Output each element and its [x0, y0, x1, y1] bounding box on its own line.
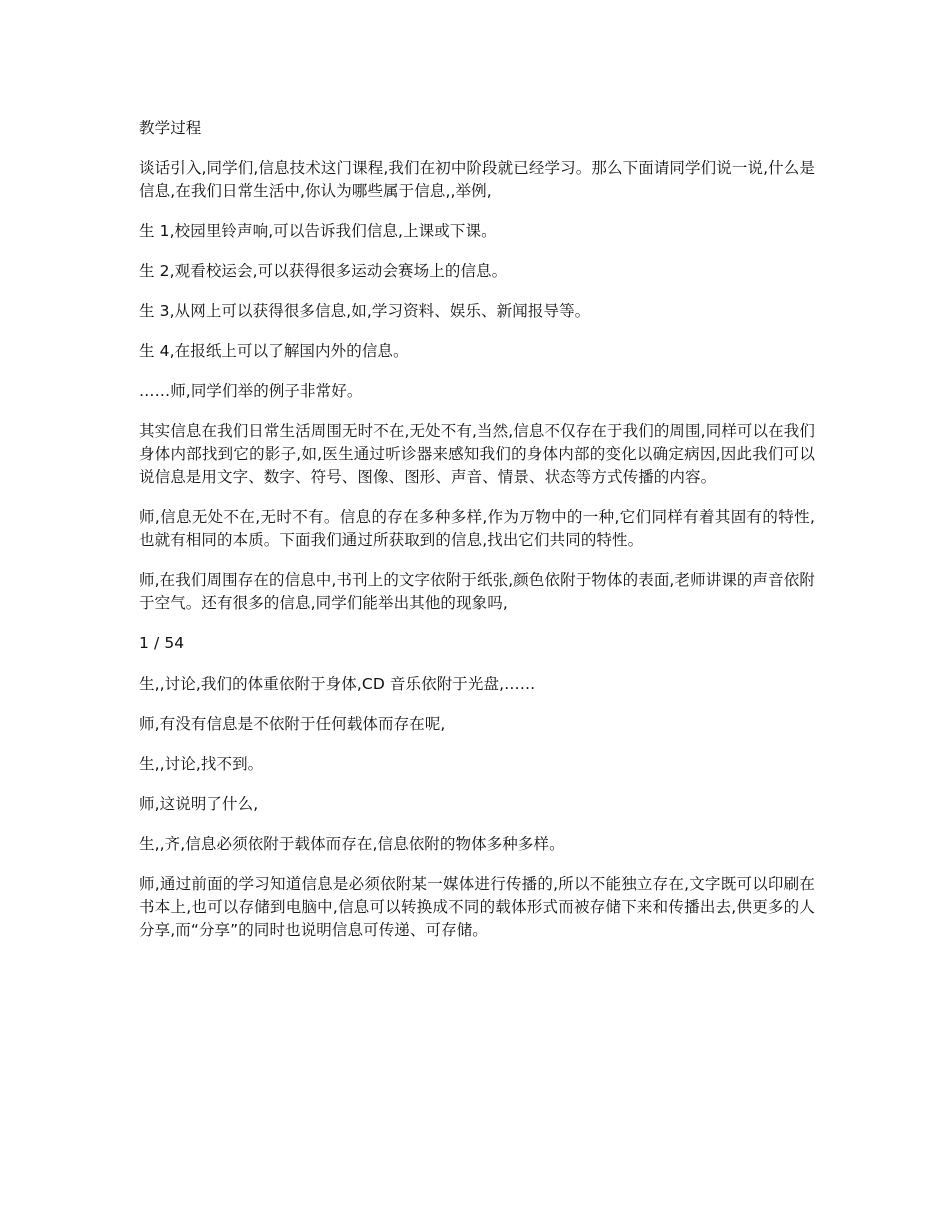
- paragraph-teacher-question-1: 师,有没有信息是不依附于任何载体而存在呢,: [139, 715, 446, 733]
- paragraph-student-4: 生 4,在报纸上可以了解国内外的信息。: [139, 342, 409, 360]
- paragraph-teacher-summary: 师,通过前面的学习知道信息是必须依附某一媒体进行传播的,所以不能独立存在,文字既可以印刷在书本上,也可以存储到电脑中,信息可以转换成不同的载体形式而被存储下来和传播出去,供更多的人分享,而“分享”的同时也说明信息可传递、可存储。: [139, 875, 815, 939]
- paragraph-student-3: 生 3,从网上可以获得很多信息,如,学习资料、娱乐、新闻报导等。: [139, 302, 591, 320]
- paragraph-teacher-praise: ……师,同学们举的例子非常好。: [139, 382, 363, 400]
- paragraph-student-1: 生 1,校园里铃声响,可以告诉我们信息,上课或下课。: [139, 222, 497, 240]
- paragraph-intro: 谈话引入,同学们,信息技术这门课程,我们在初中阶段就已经学习。那么下面请同学们说一说,什么是信息,在我们日常生活中,你认为哪些属于信息,,举例,: [139, 159, 815, 200]
- section-heading: 教学过程: [139, 119, 202, 137]
- paragraph-information-definition: 其实信息在我们日常生活周围无时不在,无处不有,当然,信息不仅存在于我们的周围,同样可以在我们身体内部找到它的影子,如,医生通过听诊器来感知我们的身体内部的变化以确定病因,因此我们可以说信息是用文字、数字、符号、图像、图形、声音、情景、状态等方式传播的内容。: [139, 422, 815, 486]
- paragraph-teacher-question-2: 师,这说明了什么,: [139, 795, 259, 813]
- paragraph-student-2: 生 2,观看校运会,可以获得很多运动会赛场上的信息。: [139, 262, 508, 280]
- paragraph-student-answer: 生,,齐,信息必须依附于载体而存在,信息依附的物体多种多样。: [139, 835, 565, 853]
- paragraph-information-nature: 师,信息无处不在,无时不有。信息的存在多种多样,作为万物中的一种,它们同样有着其固有的特性,也就有相同的本质。下面我们通过所获取到的信息,找出它们共同的特性。: [139, 508, 815, 549]
- paragraph-information-carriers: 师,在我们周围存在的信息中,书刊上的文字依附于纸张,颜色依附于物体的表面,老师讲课的声音依附于空气。还有很多的信息,同学们能举出其他的现象吗,: [139, 571, 815, 612]
- paragraph-student-discussion-2: 生,,讨论,找不到。: [139, 755, 264, 773]
- page-number: 1 / 54: [139, 634, 185, 652]
- paragraph-student-discussion-1: 生,,讨论,我们的体重依附于身体,CD 音乐依附于光盘,……: [139, 675, 536, 693]
- document-content: [139, 117, 815, 959]
